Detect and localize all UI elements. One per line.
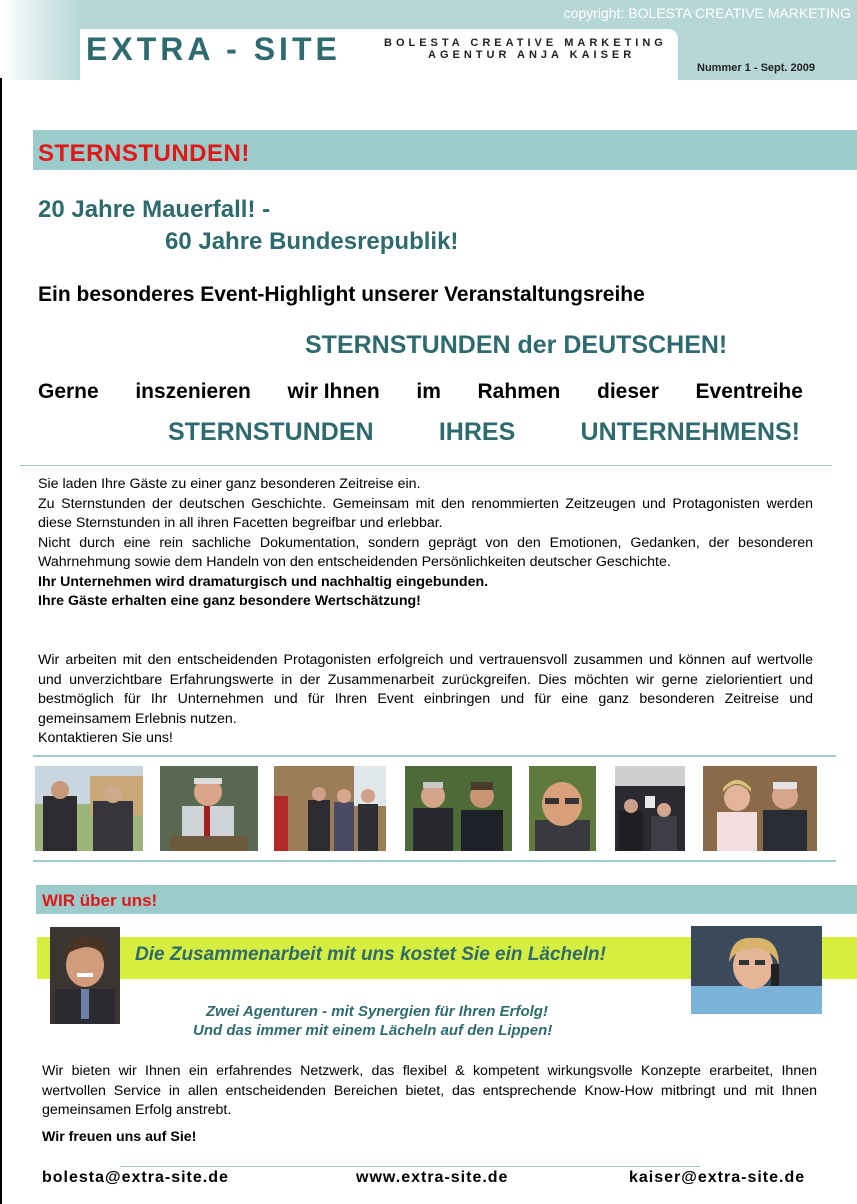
offer-word: Rahmen bbox=[477, 380, 561, 403]
slogan-smile: Und das immer mit einem Lächeln auf den Lippen! bbox=[193, 1022, 553, 1039]
agency-subtitle: AGENTUR ANJA KAISER bbox=[428, 49, 636, 61]
slogan-synergies: Zwei Agenturen - mit Synergien für Ihren Erfolg! bbox=[206, 1003, 548, 1020]
body-line: Zu Sternstunden der deutschen Geschichte. Gemeinsam mit den renommierten Zeitzeugen und Protagonisten werden diese Sternstunden in all ihren Facetten begreifbar und erlebbar. bbox=[38, 495, 813, 531]
photo-audience-seated bbox=[615, 766, 685, 851]
avatar-bolesta bbox=[50, 927, 120, 1024]
avatar-kaiser bbox=[691, 926, 822, 1014]
divider bbox=[120, 1166, 700, 1167]
offer-word: Gerne bbox=[38, 380, 99, 403]
cooperation-paragraph bbox=[38, 651, 813, 749]
section-title-sternstunden: STERNSTUNDEN! bbox=[38, 140, 250, 167]
body-line: Wir arbeiten mit den entscheidenden Protagonisten erfolgreich und vertrauensvoll zusammen und können auf wertvolle und unverzichtbare Erfahrungswerte in der Zusammenarbeit zurückgreifen. Dies möchten wir gerne zielorientiert und bestmöglich für Ihr Unternehmen und für Ihren Event einbringen und für eine ganz besonderen Zeitreise und gemeinsamem Erlebnis nutzen. bbox=[38, 652, 813, 727]
headline-bundesrepublik: 60 Jahre Bundesrepublik! bbox=[165, 228, 459, 255]
section-title-about: WIR über uns! bbox=[42, 891, 158, 910]
photo-speaker-at-podium bbox=[160, 766, 258, 851]
body-line: Wir bieten wir Ihnen ein erfahrendes Netzwerk, das flexibel & kompetent wirkungsvolle Konzepte erarbeitet, Ihnen wertvollen Service in allen entscheidenden Bereichen bietet, das entsprechende Know-How mitbringt und mit Ihnen gemeinsamen Erfolg anstrebt. bbox=[42, 1063, 817, 1118]
series-name: STERNSTUNDEN der DEUTSCHEN! bbox=[305, 331, 728, 359]
tagline: Die Zusammenarbeit mit uns kostet Sie ein Lächeln! bbox=[135, 944, 606, 965]
photo-two-men-portrait bbox=[405, 766, 512, 851]
offer-line bbox=[38, 380, 803, 404]
event-highlight-line: Ein besonderes Event-Highlight unserer Veranstaltungsreihe bbox=[38, 283, 645, 306]
issue-number: Nummer 1 - Sept. 2009 bbox=[697, 62, 815, 74]
closing-line: Wir freuen uns auf Sie! bbox=[42, 1129, 197, 1145]
offer-word: wir Ihnen bbox=[287, 380, 380, 403]
offer-word: inszenieren bbox=[135, 380, 251, 403]
email-bolesta[interactable]: bolesta@extra-site.de bbox=[42, 1169, 229, 1186]
body-line: Nicht durch eine rein sachliche Dokumentation, sondern geprägt von den Emotionen, Gedanken, der besonderen Wahrnehmung sowie dem Handeln von den entscheidenden Persönlichkeiten deutscher Geschichte. bbox=[38, 534, 813, 570]
intro-paragraph bbox=[38, 475, 813, 612]
headline-mauerfall: 20 Jahre Mauerfall! - bbox=[38, 196, 271, 223]
agency-name: BOLESTA CREATIVE MARKETING bbox=[384, 37, 667, 49]
copyright-notice: copyright: BOLESTA CREATIVE MARKETING bbox=[563, 5, 851, 21]
website-link[interactable]: www.extra-site.de bbox=[356, 1169, 509, 1186]
site-logo: EXTRA - SITE bbox=[86, 31, 341, 67]
email-kaiser[interactable]: kaiser@extra-site.de bbox=[629, 1169, 806, 1186]
photo-man-with-glasses bbox=[529, 766, 596, 851]
left-border bbox=[0, 78, 2, 1204]
offer-word: Eventreihe bbox=[695, 380, 803, 403]
section-bar-about bbox=[36, 885, 857, 914]
company-line bbox=[168, 418, 800, 447]
offer-word: im bbox=[416, 380, 441, 403]
company-word: UNTERNEHMENS! bbox=[580, 418, 800, 446]
divider bbox=[33, 755, 836, 757]
company-word: IHRES bbox=[438, 418, 516, 446]
divider bbox=[33, 860, 836, 862]
about-paragraph bbox=[42, 1062, 817, 1121]
divider bbox=[20, 465, 832, 466]
company-word: STERNSTUNDEN bbox=[168, 418, 374, 446]
photo-woman-and-man bbox=[703, 766, 817, 851]
body-line: Sie laden Ihre Gäste zu einer ganz besonderen Zeitreise ein. bbox=[38, 476, 421, 492]
offer-word: dieser bbox=[597, 380, 659, 403]
contact-line: Kontaktieren Sie uns! bbox=[38, 730, 173, 746]
body-bold-line: Ihr Unternehmen wird dramaturgisch und nachhaltig eingebunden. bbox=[38, 573, 489, 590]
photo-group-at-event bbox=[274, 766, 386, 851]
body-bold-line: Ihre Gäste erhalten eine ganz besondere Wertschätzung! bbox=[38, 593, 421, 609]
photo-two-men-outdoors bbox=[35, 766, 143, 851]
